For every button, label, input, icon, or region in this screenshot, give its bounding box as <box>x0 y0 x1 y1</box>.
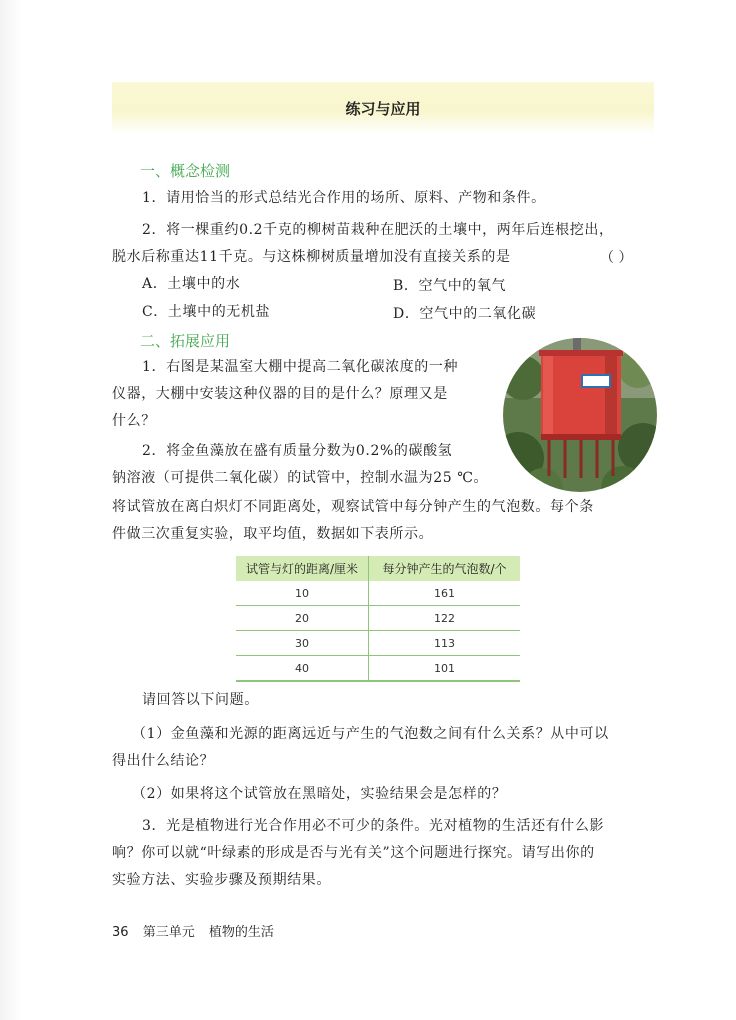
table-cell-bubbles: 113 <box>434 636 455 650</box>
table-row <box>236 631 520 656</box>
ext-question-1-line-1: 1．右图是某温室大棚中提高二氧化碳浓度的一种 <box>142 359 459 375</box>
question-2-line-1: 2．将一棵重约0.2千克的柳树苗栽种在肥沃的土壤中，两年后连根挖出， <box>142 222 614 238</box>
ext-question-1-line-2: 仪器，大棚中安装这种仪器的目的是什么？原理又是 <box>112 386 448 402</box>
answer-prompt: 请回答以下问题。 <box>142 692 259 708</box>
co2-device-illustration <box>503 338 657 492</box>
table-cell-distance: 10 <box>236 581 369 605</box>
table-header-bubbles: 每分钟产生的气泡数/个 <box>382 562 507 576</box>
ext-question-3-line-1: 3．光是植物进行光合作用必不可少的条件。光对植物的生活还有什么影 <box>142 818 605 834</box>
page-number: 36 <box>112 925 129 940</box>
co2-device-photo <box>503 338 657 492</box>
section-heading-concept-check: 一、概念检测 <box>140 162 231 180</box>
table-cell-bubbles: 101 <box>434 661 455 675</box>
sub-question-2: （2）如果将这个试管放在黑暗处，实验结果会是怎样的？ <box>132 786 507 802</box>
table-cell-bubbles: 161 <box>434 586 455 600</box>
ext-question-2-line-2: 钠溶液（可提供二氧化碳）的试管中，控制水温为25 ℃。 <box>112 470 489 486</box>
title-banner <box>112 82 654 134</box>
answer-blank: （ ） <box>600 250 633 266</box>
table-header-distance: 试管与灯的距离/厘米 <box>236 556 369 581</box>
question-2-line-2: 脱水后称重达11千克。与这株柳树质量增加没有直接关系的是 <box>112 249 511 265</box>
option-a: A．土壤中的水 <box>142 276 241 292</box>
footer-unit: 第三单元 <box>142 925 195 940</box>
ext-question-3-line-3: 实验方法、实验步骤及预期结果。 <box>112 872 331 888</box>
page-footer <box>112 921 284 940</box>
ext-question-1-line-3: 什么？ <box>112 413 156 429</box>
sub-question-1-line-1: （1）金鱼藻和光源的距离远近与产生的气泡数之间有什么关系？从中可以 <box>132 726 609 742</box>
option-d: D．空气中的二氧化碳 <box>393 306 537 322</box>
table-cell-distance: 20 <box>236 606 369 630</box>
data-table <box>236 556 520 682</box>
table-cell-bubbles: 122 <box>434 611 455 625</box>
ext-question-2-line-1: 2．将金鱼藻放在盛有质量分数为0.2%的碳酸氢 <box>142 443 453 459</box>
ext-question-2-line-4: 件做三次重复实验，取平均值，数据如下表所示。 <box>112 526 434 542</box>
table-bottom-rule <box>236 680 520 682</box>
footer-chapter: 植物的生活 <box>208 925 274 940</box>
page-title: 练习与应用 <box>345 100 421 118</box>
table-row <box>236 656 520 680</box>
table-cell-distance: 30 <box>236 631 369 655</box>
ext-question-2-line-3: 将试管放在离白炽灯不同距离处，观察试管中每分钟产生的气泡数。每个条 <box>112 499 594 515</box>
table-row <box>236 581 520 606</box>
ext-question-3-line-2: 响？你可以就“叶绿素的形成是否与光有关”这个问题进行探究。请写出你的 <box>112 845 595 861</box>
section-heading-extended-application: 二、拓展应用 <box>140 332 231 350</box>
option-b: B．空气中的氧气 <box>393 278 507 294</box>
table-row <box>236 606 520 631</box>
table-header-row <box>236 556 520 581</box>
sub-question-1-line-2: 得出什么结论？ <box>112 753 215 769</box>
option-c: C．土壤中的无机盐 <box>142 304 271 320</box>
question-1: 1．请用恰当的形式总结光合作用的场所、原料、产物和条件。 <box>142 190 546 206</box>
table-cell-distance: 40 <box>236 656 369 680</box>
page-edge <box>0 0 22 1020</box>
